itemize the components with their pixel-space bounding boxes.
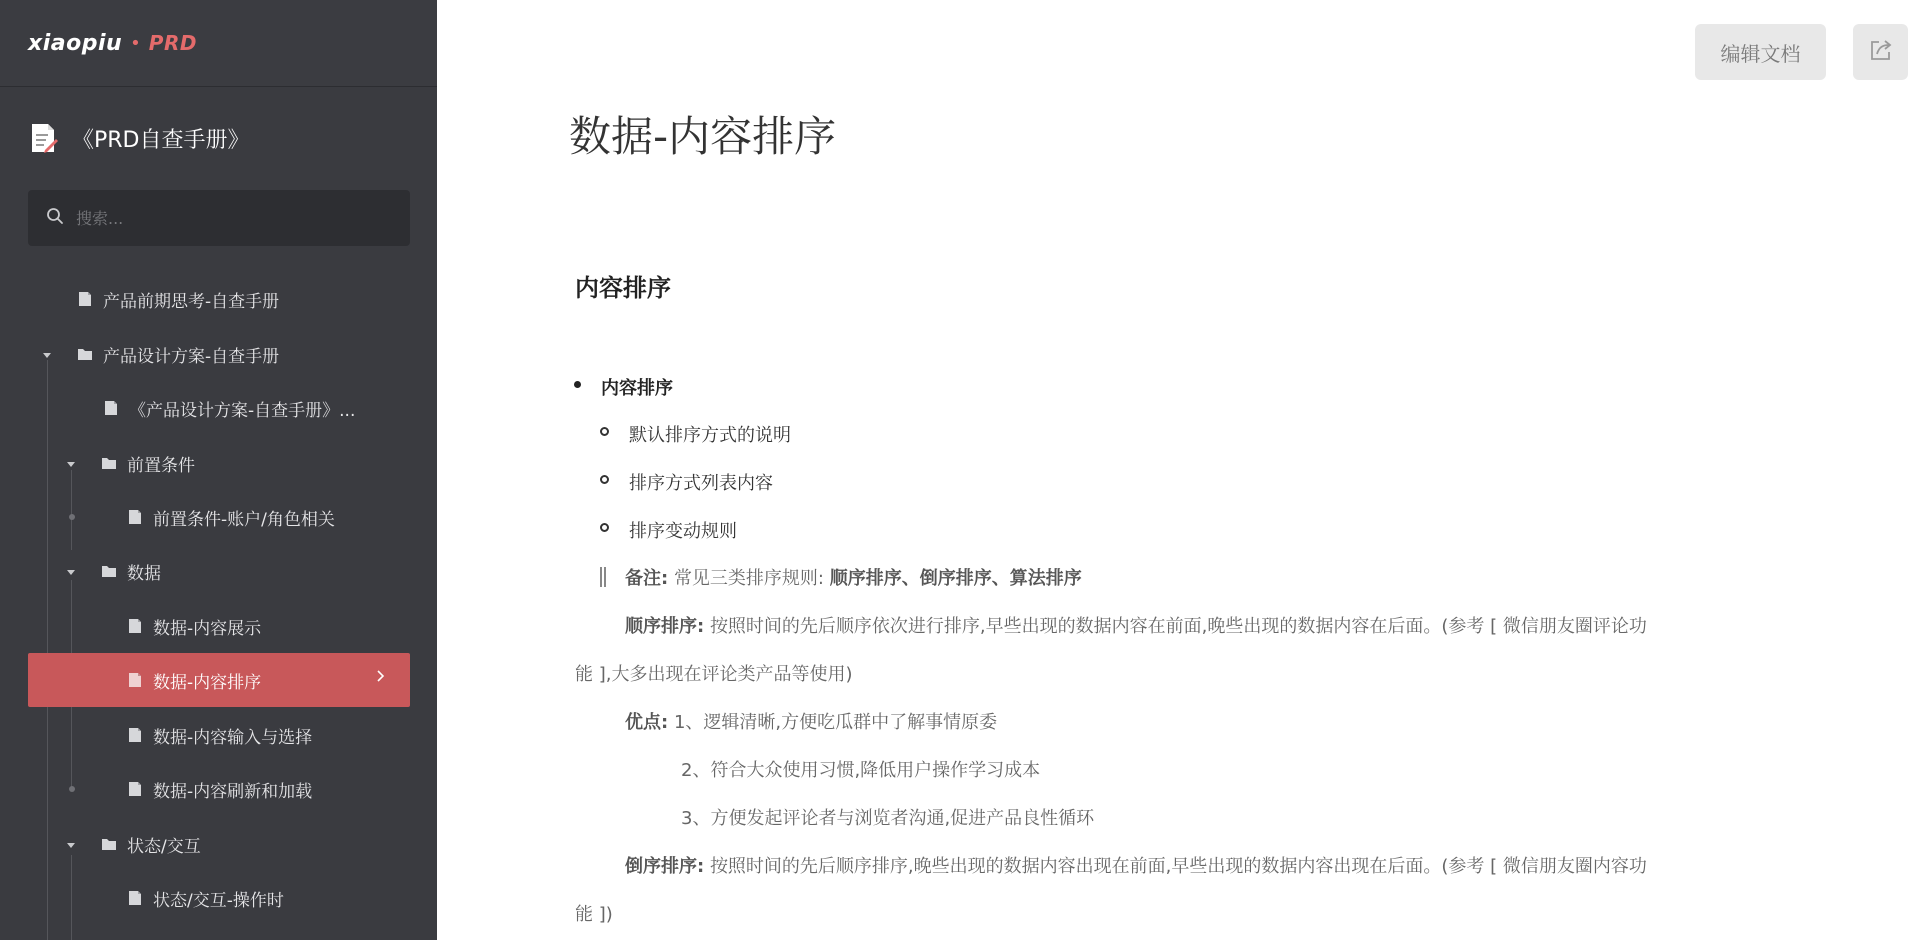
document-icon bbox=[127, 618, 143, 634]
brand-logo-text: xiaopiu bbox=[28, 30, 123, 56]
sidebar-item-label: 状态/交互 bbox=[127, 836, 201, 857]
note-label: 备注: bbox=[625, 568, 669, 589]
sidebar-item-data-input[interactable] bbox=[127, 708, 312, 762]
sidebar-item-preconditions-account[interactable] bbox=[127, 490, 335, 544]
share-icon bbox=[1868, 37, 1894, 68]
tree-leaf-dot bbox=[69, 786, 75, 792]
sidebar-item-label: 前置条件 bbox=[127, 455, 195, 476]
document-edit-icon bbox=[30, 122, 58, 154]
sub-bullet: 默认排序方式的说明 bbox=[629, 425, 791, 446]
sidebar-item-label: 数据-内容输入与选择 bbox=[153, 727, 313, 748]
sidebar-item-pre-thinking[interactable] bbox=[77, 272, 279, 326]
tree-guide-line bbox=[47, 360, 48, 940]
sequential-label: 顺序排序: bbox=[625, 616, 705, 637]
book-title-text: 《PRD自查手册》 bbox=[72, 127, 250, 153]
bullet-ring bbox=[600, 523, 609, 532]
brand-bar bbox=[0, 0, 437, 87]
search-icon bbox=[46, 207, 64, 229]
book-title[interactable] bbox=[30, 122, 250, 154]
sequential-sort-line-2: 能 ],大多出现在评论类产品等使用) bbox=[575, 664, 853, 685]
chevron-down-icon[interactable] bbox=[67, 843, 75, 848]
sidebar-item-state-interaction[interactable] bbox=[101, 817, 201, 871]
sidebar-item-data-sorting[interactable] bbox=[127, 653, 261, 707]
sidebar-item-label: 产品前期思考-自查手册 bbox=[103, 291, 280, 312]
quote-marker bbox=[600, 567, 606, 587]
pros-item: 1、逻辑清晰,方便吃瓜群中了解事情原委 bbox=[673, 712, 998, 733]
document-icon bbox=[77, 291, 93, 307]
reverse-label: 倒序排序: bbox=[625, 856, 705, 877]
sidebar-item-label: 数据-内容刷新和加载 bbox=[153, 781, 313, 802]
bullet-ring bbox=[600, 427, 609, 436]
note-text: 常见三类排序规则: bbox=[673, 568, 825, 589]
document-icon bbox=[127, 509, 143, 525]
chevron-down-icon[interactable] bbox=[67, 462, 75, 467]
sidebar-item-preconditions[interactable] bbox=[101, 436, 195, 490]
reverse-text: 按照时间的先后顺序排序,晚些出现的数据内容出现在前面,早些出现的数据内容出现在后面。(参考 [ 微信朋友圈内容功 bbox=[709, 856, 1647, 877]
sidebar-item-label: 产品设计方案-自查手册 bbox=[103, 346, 280, 367]
bullet-dot bbox=[574, 381, 581, 388]
tree-guide-line bbox=[71, 470, 72, 550]
sequential-text: 按照时间的先后顺序依次进行排序,早些出现的数据内容在前面,晚些出现的数据内容在后面。(参考 [ 微信朋友圈评论功 bbox=[709, 616, 1647, 637]
sequential-sort-line bbox=[625, 612, 1647, 638]
sidebar bbox=[0, 0, 437, 940]
sidebar-item-label: 数据-内容排序 bbox=[153, 672, 262, 693]
sidebar-item-label: 数据 bbox=[127, 563, 161, 584]
sidebar-item-state-operating[interactable] bbox=[127, 871, 284, 925]
folder-icon bbox=[77, 346, 93, 362]
note-line bbox=[625, 564, 1082, 590]
chevron-down-icon[interactable] bbox=[67, 570, 75, 575]
pros-item: 3、方便发起评论者与浏览者沟通,促进产品良性循环 bbox=[681, 808, 1095, 829]
page-title: 数据-内容排序 bbox=[569, 112, 837, 161]
sidebar-item-data[interactable] bbox=[101, 544, 161, 598]
document-icon bbox=[127, 781, 143, 797]
pros-line bbox=[625, 708, 997, 734]
pros-label: 优点: bbox=[625, 712, 669, 733]
section-heading: 内容排序 bbox=[575, 274, 671, 302]
chevron-right-icon bbox=[375, 668, 387, 688]
document-icon bbox=[127, 672, 143, 688]
search-box[interactable] bbox=[28, 190, 410, 246]
sidebar-item-label: 前置条件-账户/角色相关 bbox=[153, 509, 335, 530]
folder-icon bbox=[101, 836, 117, 852]
share-button[interactable] bbox=[1853, 24, 1908, 80]
document-icon bbox=[127, 727, 143, 743]
folder-icon bbox=[101, 455, 117, 471]
brand-product: PRD bbox=[148, 31, 197, 55]
edit-document-button[interactable]: 编辑文档 bbox=[1695, 24, 1826, 80]
folder-icon bbox=[101, 563, 117, 579]
sidebar-item-label: 数据-内容展示 bbox=[153, 618, 262, 639]
sidebar-item-data-display[interactable] bbox=[127, 599, 261, 653]
brand-logo[interactable] bbox=[28, 31, 197, 56]
reverse-sort-line-2: 能 ]) bbox=[575, 904, 613, 925]
sidebar-item-label: 《产品设计方案-自查手册》... bbox=[129, 400, 356, 421]
sidebar-item-label: 状态/交互-操作时 bbox=[153, 890, 284, 911]
note-bold: 顺序排序、倒序排序、算法排序 bbox=[829, 568, 1082, 589]
sidebar-item-design-plan-doc[interactable] bbox=[103, 381, 355, 435]
brand-separator: • bbox=[130, 32, 141, 54]
document-main bbox=[437, 0, 1920, 940]
reverse-sort-line bbox=[625, 852, 1647, 878]
sidebar-item-design-plan[interactable] bbox=[77, 327, 279, 381]
tree-leaf-dot bbox=[69, 514, 75, 520]
document-icon bbox=[127, 890, 143, 906]
search-input[interactable] bbox=[76, 209, 376, 228]
chevron-down-icon[interactable] bbox=[43, 353, 51, 358]
pros-item: 2、符合大众使用习惯,降低用户操作学习成本 bbox=[681, 760, 1041, 781]
sidebar-item-data-refresh[interactable] bbox=[127, 762, 312, 816]
tree-guide-line bbox=[71, 855, 72, 940]
bullet-main: 内容排序 bbox=[601, 378, 673, 399]
sub-bullet: 排序方式列表内容 bbox=[629, 473, 773, 494]
bullet-ring bbox=[600, 475, 609, 484]
document-icon bbox=[103, 400, 119, 416]
sub-bullet: 排序变动规则 bbox=[629, 521, 737, 542]
